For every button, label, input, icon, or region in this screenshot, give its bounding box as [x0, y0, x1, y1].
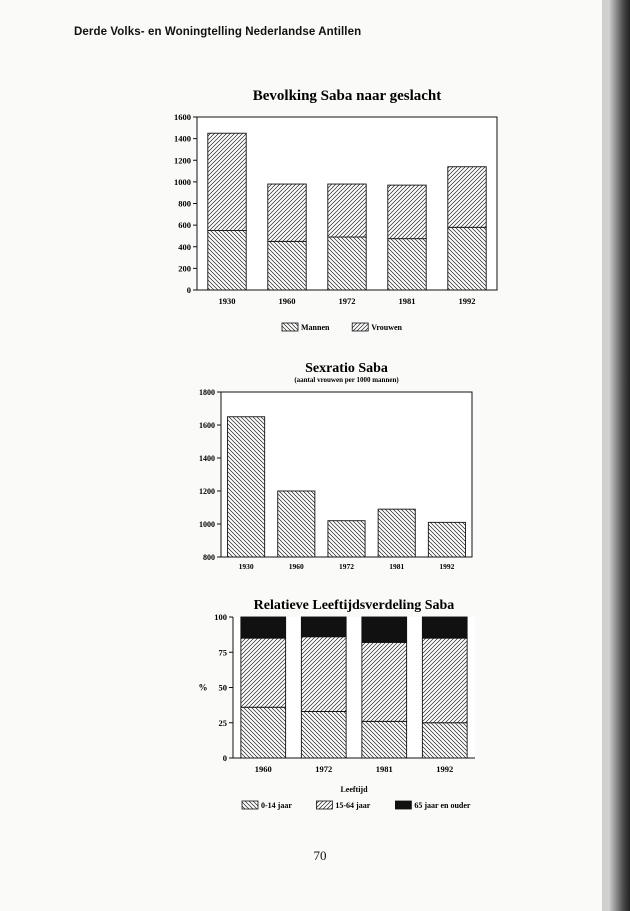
x-tick-label: 1930	[238, 562, 254, 571]
y-tick-label: 50	[218, 682, 227, 693]
y-tick-label: 400	[178, 241, 191, 252]
bar-vrouwen-1981	[388, 185, 426, 239]
bar-vrouwen-1992	[448, 167, 486, 228]
legend-label: Vrouwen	[371, 323, 403, 332]
y-tick-label: 0	[186, 285, 191, 295]
legend-label: 0-14 jaar	[261, 801, 292, 810]
bar-mannen-1972	[328, 237, 366, 290]
legend-swatch	[316, 801, 332, 809]
y-tick-label: 0	[222, 753, 227, 763]
x-tick-label: 1972	[338, 296, 356, 306]
x-tick-label: 1992	[436, 764, 454, 774]
bar-0-14-jaar-1972	[301, 711, 346, 758]
bar-65-jaar-en-ouder-1972	[301, 617, 346, 637]
y-tick-label: 600	[178, 220, 191, 231]
bar-15-64-jaar-1992	[422, 638, 467, 723]
y-axis-label: %	[198, 682, 208, 693]
x-tick-label: 1930	[218, 296, 236, 306]
x-tick-label: 1960	[254, 764, 272, 774]
y-tick-label: 1400	[199, 454, 215, 463]
x-tick-label: 1992	[439, 562, 455, 571]
x-tick-label: 1992	[458, 296, 476, 306]
y-tick-label: 1800	[199, 388, 215, 397]
x-tick-label: 1972	[339, 562, 354, 571]
bar-65-jaar-en-ouder-1960	[241, 617, 286, 638]
legend-swatch	[242, 801, 258, 809]
page-number: 70	[313, 848, 327, 863]
legend-swatch	[352, 323, 368, 331]
chart-title: Bevolking Saba naar geslacht	[252, 88, 442, 104]
x-tick-label: 1981	[375, 764, 393, 774]
bar-65-jaar-en-ouder-1992	[422, 617, 467, 638]
y-tick-label: 1600	[199, 421, 215, 430]
bar-15-64-jaar-1960	[241, 638, 286, 707]
legend-swatch	[282, 323, 298, 331]
bar-sexratio-1992	[428, 522, 465, 557]
y-tick-label: 1000	[199, 520, 215, 529]
bar-0-14-jaar-1981	[362, 721, 407, 758]
legend-swatch	[395, 801, 411, 809]
chart-subtitle: (aantal vrouwen per 1000 mannen)	[294, 376, 399, 384]
bar-0-14-jaar-1992	[422, 723, 467, 758]
bar-sexratio-1981	[378, 509, 415, 557]
x-tick-label: 1960	[288, 562, 304, 571]
y-tick-label: 75	[218, 647, 227, 658]
bar-mannen-1981	[388, 239, 426, 290]
bar-mannen-1930	[208, 231, 246, 290]
bar-15-64-jaar-1972	[301, 637, 346, 712]
x-tick-label: 1981	[398, 296, 416, 306]
running-header: Derde Volks- en Woningtelling Nederlandse Antillen	[74, 26, 362, 38]
bar-sexratio-1972	[328, 521, 365, 557]
bar-15-64-jaar-1981	[362, 642, 407, 721]
bar-mannen-1960	[268, 241, 306, 290]
x-tick-label: 1972	[315, 764, 333, 774]
x-tick-label: 1960	[278, 296, 296, 306]
bar-vrouwen-1960	[268, 184, 306, 241]
y-tick-label: 100	[214, 612, 227, 622]
legend-label: 65 jaar en ouder	[414, 801, 471, 810]
bar-sexratio-1930	[228, 417, 265, 557]
bar-sexratio-1960	[278, 491, 315, 557]
legend-label: 15-64 jaar	[335, 801, 371, 810]
bar-65-jaar-en-ouder-1981	[362, 617, 407, 642]
y-tick-label: 1200	[199, 487, 215, 496]
y-tick-label: 200	[178, 263, 191, 274]
y-tick-label: 1600	[174, 112, 191, 122]
bar-vrouwen-1972	[328, 184, 366, 237]
y-tick-label: 1000	[174, 176, 191, 187]
chart-title: Relatieve Leeftijdsverdeling Saba	[253, 598, 455, 613]
y-tick-label: 800	[203, 553, 215, 562]
chart-title: Sexratio Saba	[305, 361, 388, 376]
y-tick-label: 25	[218, 717, 227, 728]
y-tick-label: 1200	[174, 155, 191, 166]
bar-mannen-1992	[448, 227, 486, 290]
x-tick-label: 1981	[389, 562, 405, 571]
bar-0-14-jaar-1960	[241, 707, 286, 758]
y-tick-label: 1400	[174, 133, 191, 144]
legend-label: Mannen	[301, 323, 330, 332]
y-tick-label: 800	[178, 198, 191, 209]
bar-vrouwen-1930	[208, 133, 246, 230]
x-axis-label: Leeftijd	[340, 785, 368, 794]
